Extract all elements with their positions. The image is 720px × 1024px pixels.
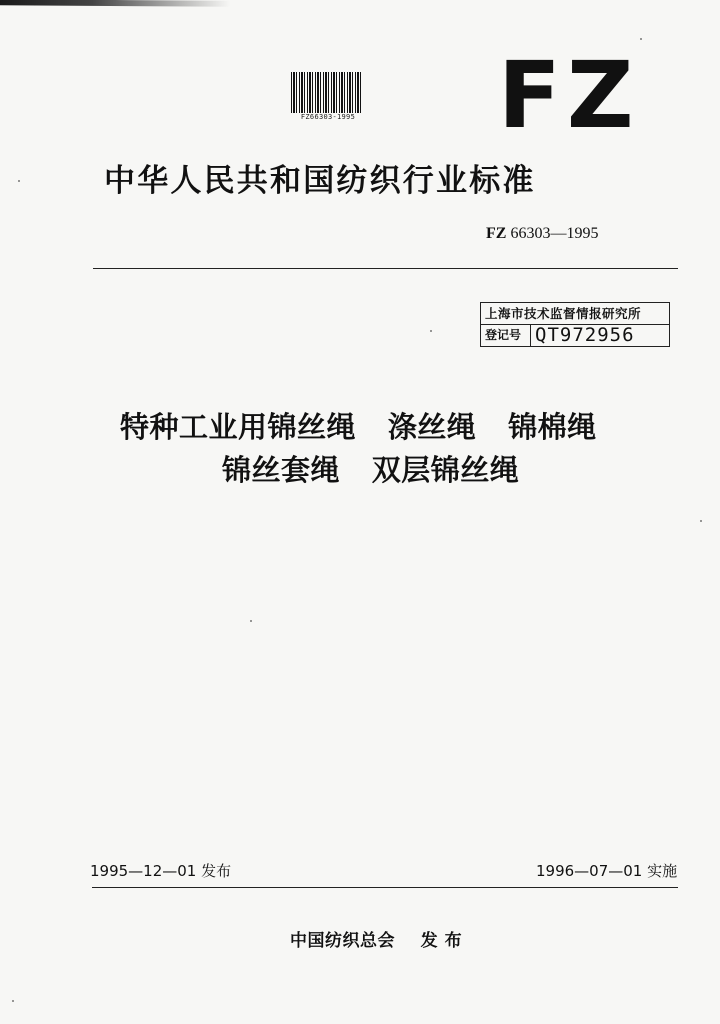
standard-number <box>486 225 598 243</box>
scan-edge-streak <box>0 0 230 7</box>
document-title-line-1: 特种工业用锦丝绳 涤丝绳 锦棉绳 <box>120 410 597 444</box>
header-divider <box>93 268 678 269</box>
scan-speck <box>700 520 702 522</box>
stamp-label: 登记号 <box>481 325 531 346</box>
barcode-number: FZ66303-1995 <box>288 113 368 121</box>
issue-date: 1995—12—01 发布 <box>90 862 232 880</box>
fz-logo: FZ <box>498 42 640 149</box>
industry-standard-title: 中华人民共和国纺织行业标准 <box>104 163 536 199</box>
document-title-line-2: 锦丝套绳 双层锦丝绳 <box>222 453 520 487</box>
scan-speck <box>18 180 20 182</box>
stamp-number: QT972956 <box>535 324 635 346</box>
stamp-institute: 上海市技术监督情报研究所 <box>481 303 669 325</box>
footer-divider <box>92 887 678 888</box>
barcode <box>291 72 361 116</box>
publisher: 中国纺织总会 发 布 <box>290 931 463 951</box>
scan-speck <box>12 1000 14 1002</box>
scan-speck <box>430 330 432 332</box>
implementation-date: 1996—07—01 实施 <box>536 862 678 880</box>
standard-code: 66303—1995 <box>510 225 599 242</box>
scan-speck <box>250 620 252 622</box>
standard-prefix: FZ <box>486 225 507 242</box>
registration-stamp <box>480 302 670 347</box>
scan-speck <box>640 38 642 40</box>
